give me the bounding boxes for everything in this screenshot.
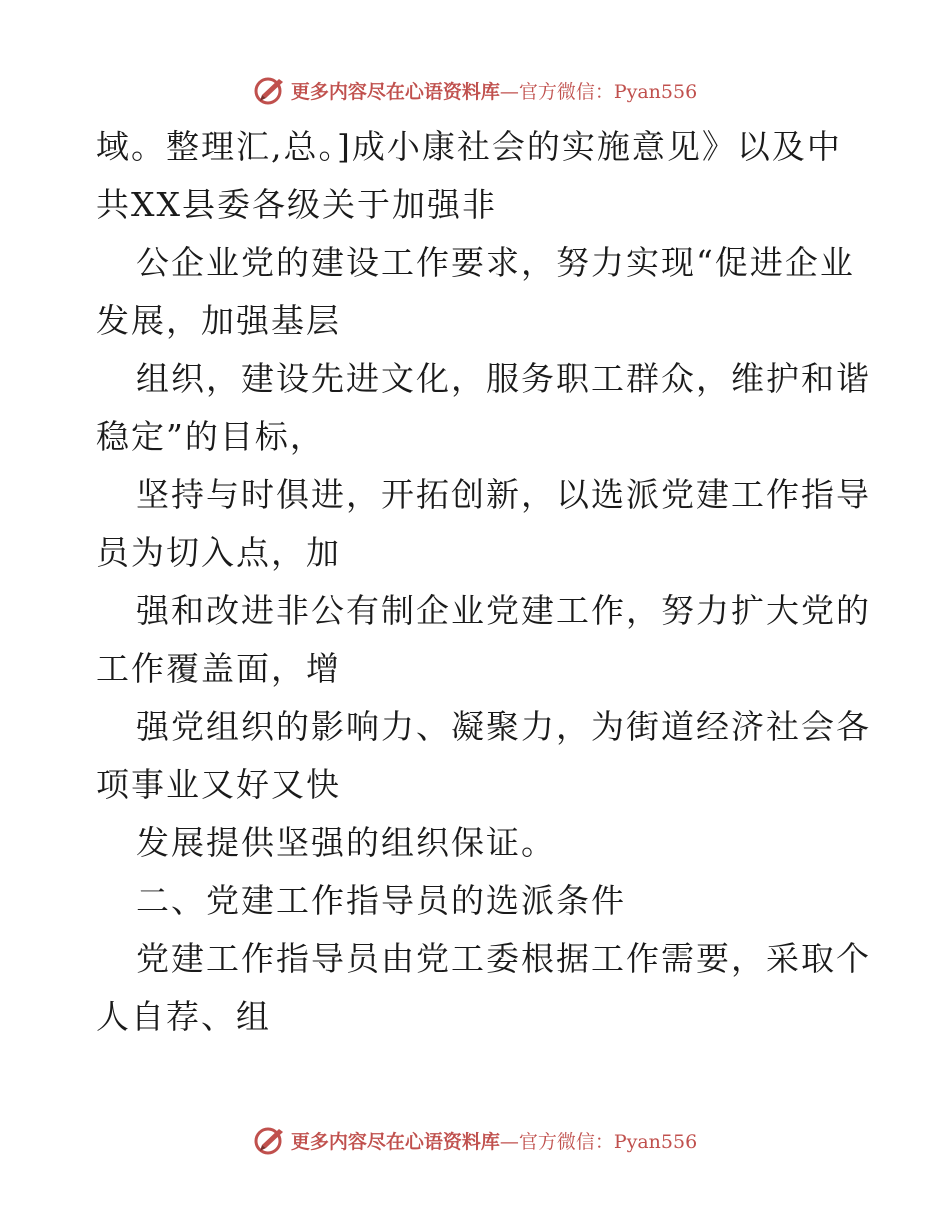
text-line: 强和改进非公有制企业党建工作，努力扩大党的	[136, 591, 871, 630]
text-line: 发展提供坚强的组织保证。	[136, 823, 556, 862]
pen-logo-icon	[253, 73, 287, 107]
text-line: 人自荐、组	[96, 997, 271, 1036]
header-banner-sub: —官方微信：Pyan556	[499, 80, 698, 103]
text-line: 域。整理汇,总。]成小康社会的实施意见》以及中	[96, 127, 842, 166]
text-line: 组织，建设先进文化，服务职工群众，维护和谐	[136, 359, 871, 398]
header-banner-main: 更多内容尽在心语资料库	[290, 80, 500, 103]
text-line: 发展，加强基层	[96, 301, 341, 340]
pen-logo-icon	[253, 1123, 287, 1157]
footer-banner-main: 更多内容尽在心语资料库	[290, 1130, 500, 1153]
text-line: 员为切入点，加	[96, 533, 341, 572]
footer-banner-sub: —官方微信：Pyan556	[499, 1130, 698, 1153]
document-body	[96, 118, 871, 1046]
text-line: 共XX县委各级关于加强非	[96, 185, 497, 224]
text-line: 公企业党的建设工作要求，努力实现“促进企业	[136, 243, 855, 282]
footer-banner	[0, 1120, 950, 1160]
text-line: 坚持与时俱进，开拓创新，以选派党建工作指导	[136, 475, 871, 514]
header-banner	[0, 70, 950, 110]
footer-banner-text	[291, 1127, 697, 1154]
text-line: 党建工作指导员由党工委根据工作需要，采取个	[136, 939, 871, 978]
text-line: 强党组织的影响力、凝聚力，为街道经济社会各	[136, 707, 871, 746]
section-heading: 二、党建工作指导员的选派条件	[136, 881, 626, 920]
text-line: 稳定”的目标，	[96, 417, 325, 456]
text-line: 工作覆盖面，增	[96, 649, 341, 688]
header-banner-text	[291, 77, 697, 104]
text-line: 项事业又好又快	[96, 765, 341, 804]
